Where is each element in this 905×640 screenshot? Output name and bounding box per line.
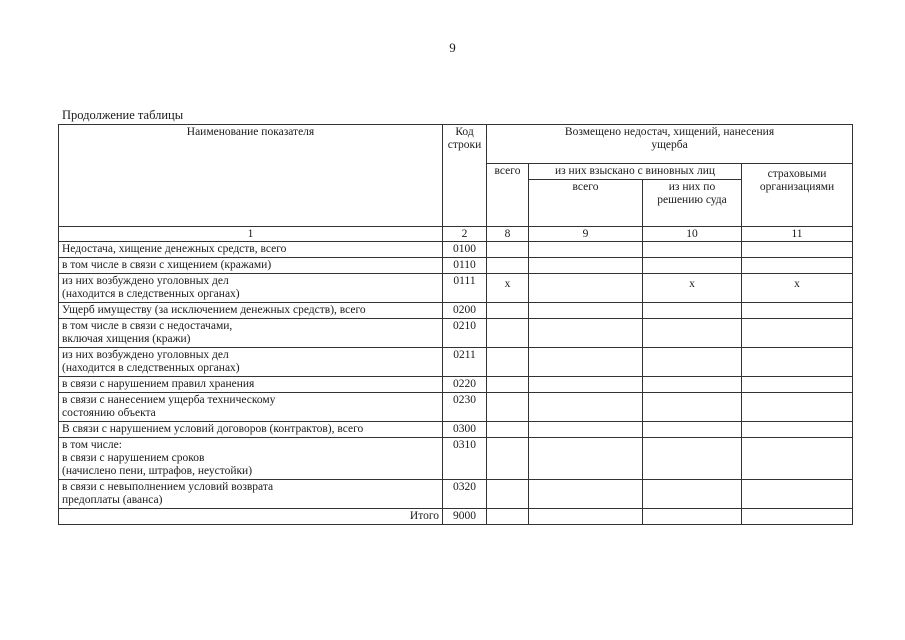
table-cell[interactable] bbox=[529, 274, 643, 303]
table-cell[interactable] bbox=[742, 438, 853, 480]
table-cell[interactable] bbox=[742, 480, 853, 509]
row-name: в том числе в связи с хищением (кражами) bbox=[59, 258, 443, 274]
row-code: 0300 bbox=[443, 422, 487, 438]
header-code: Код строки bbox=[443, 125, 487, 227]
table-cell[interactable] bbox=[742, 348, 853, 377]
row-code: 0310 bbox=[443, 438, 487, 480]
table-cell[interactable]: x bbox=[742, 274, 853, 303]
row-name: В связи с нарушением условий договоров (контрактов), всего bbox=[59, 422, 443, 438]
column-number: 11 bbox=[742, 227, 853, 242]
table-cell[interactable] bbox=[487, 422, 529, 438]
table-cell[interactable] bbox=[487, 258, 529, 274]
table-cell[interactable] bbox=[643, 258, 742, 274]
table-cell[interactable] bbox=[742, 319, 853, 348]
table-cell[interactable] bbox=[643, 438, 742, 480]
table-row bbox=[59, 242, 853, 258]
table-cell[interactable] bbox=[529, 393, 643, 422]
table-cell[interactable] bbox=[742, 422, 853, 438]
table-row bbox=[59, 274, 853, 303]
row-name: из них возбуждено уголовных дел (находится в следственных органах) bbox=[59, 274, 443, 303]
table-caption: Продолжение таблицы bbox=[62, 108, 184, 122]
table-row bbox=[59, 258, 853, 274]
table-cell[interactable]: x bbox=[487, 274, 529, 303]
row-code: 0210 bbox=[443, 319, 487, 348]
row-code: 0110 bbox=[443, 258, 487, 274]
table-row bbox=[59, 480, 853, 509]
total-row bbox=[59, 509, 853, 525]
row-code: 0320 bbox=[443, 480, 487, 509]
column-number: 9 bbox=[529, 227, 643, 242]
table-cell[interactable] bbox=[742, 377, 853, 393]
table-cell[interactable] bbox=[487, 303, 529, 319]
column-number: 1 bbox=[59, 227, 443, 242]
table-cell[interactable] bbox=[487, 242, 529, 258]
table-cell[interactable] bbox=[643, 242, 742, 258]
column-number: 2 bbox=[443, 227, 487, 242]
table-cell[interactable] bbox=[643, 480, 742, 509]
row-name: в том числе: в связи с нарушением сроков (начислено пени, штрафов, неустойки) bbox=[59, 438, 443, 480]
table-cell[interactable] bbox=[529, 319, 643, 348]
table-row bbox=[59, 438, 853, 480]
column-numbers-row bbox=[59, 227, 853, 242]
table-cell[interactable] bbox=[742, 258, 853, 274]
table-cell[interactable] bbox=[643, 303, 742, 319]
table-cell[interactable]: x bbox=[643, 274, 742, 303]
table-cell[interactable] bbox=[487, 509, 529, 525]
table-row bbox=[59, 348, 853, 377]
table-cell[interactable] bbox=[487, 480, 529, 509]
table-cell[interactable] bbox=[529, 509, 643, 525]
table-row bbox=[59, 393, 853, 422]
row-name: в связи с нарушением правил хранения bbox=[59, 377, 443, 393]
table-cell[interactable] bbox=[742, 303, 853, 319]
table-cell[interactable] bbox=[643, 319, 742, 348]
table-cell[interactable] bbox=[529, 348, 643, 377]
header-total: всего bbox=[487, 164, 529, 227]
table-row bbox=[59, 422, 853, 438]
table-cell[interactable] bbox=[529, 258, 643, 274]
table-cell[interactable] bbox=[487, 377, 529, 393]
table-cell[interactable] bbox=[529, 242, 643, 258]
page-number: 9 bbox=[449, 40, 456, 55]
table-cell[interactable] bbox=[643, 377, 742, 393]
table-cell[interactable] bbox=[487, 348, 529, 377]
column-number: 8 bbox=[487, 227, 529, 242]
row-name: в том числе в связи с недостачами, включая хищения (кражи) bbox=[59, 319, 443, 348]
table-cell[interactable] bbox=[643, 348, 742, 377]
header-by-court: из них по решению суда bbox=[643, 180, 742, 227]
row-code: 0111 bbox=[443, 274, 487, 303]
total-label: Итого bbox=[59, 509, 443, 525]
row-name: из них возбуждено уголовных дел (находится в следственных органах) bbox=[59, 348, 443, 377]
row-name: Недостача, хищение денежных средств, всего bbox=[59, 242, 443, 258]
header-insurance: страховыми организациями bbox=[742, 164, 853, 227]
table-cell[interactable] bbox=[529, 438, 643, 480]
header-name: Наименование показателя bbox=[59, 125, 443, 227]
table-cell[interactable] bbox=[529, 377, 643, 393]
table-row bbox=[59, 319, 853, 348]
row-code: 0230 bbox=[443, 393, 487, 422]
row-code: 0200 bbox=[443, 303, 487, 319]
table-row bbox=[59, 377, 853, 393]
table-cell[interactable] bbox=[529, 422, 643, 438]
report-table bbox=[58, 124, 853, 525]
table-row bbox=[59, 303, 853, 319]
row-name: в связи с невыполнением условий возврата предоплаты (аванса) bbox=[59, 480, 443, 509]
table-cell[interactable] bbox=[529, 480, 643, 509]
table-cell[interactable] bbox=[643, 393, 742, 422]
row-code: 0100 bbox=[443, 242, 487, 258]
header-from-guilty-total: всего bbox=[529, 180, 643, 227]
table-cell[interactable] bbox=[643, 509, 742, 525]
row-name: в связи с нанесением ущерба техническому состоянию объекта bbox=[59, 393, 443, 422]
table-cell[interactable] bbox=[487, 393, 529, 422]
table-cell[interactable] bbox=[487, 319, 529, 348]
table-cell[interactable] bbox=[487, 438, 529, 480]
total-code: 9000 bbox=[443, 509, 487, 525]
row-name: Ущерб имуществу (за исключением денежных средств), всего bbox=[59, 303, 443, 319]
table-cell[interactable] bbox=[742, 393, 853, 422]
row-code: 0211 bbox=[443, 348, 487, 377]
header-reimbursed-group: Возмещено недостач, хищений, нанесения ущерба bbox=[487, 125, 853, 164]
table-cell[interactable] bbox=[742, 509, 853, 525]
column-number: 10 bbox=[643, 227, 742, 242]
table-cell[interactable] bbox=[742, 242, 853, 258]
header-from-guilty-group: из них взыскано с виновных лиц bbox=[529, 164, 742, 180]
row-code: 0220 bbox=[443, 377, 487, 393]
table-cell[interactable] bbox=[643, 422, 742, 438]
table-cell[interactable] bbox=[529, 303, 643, 319]
